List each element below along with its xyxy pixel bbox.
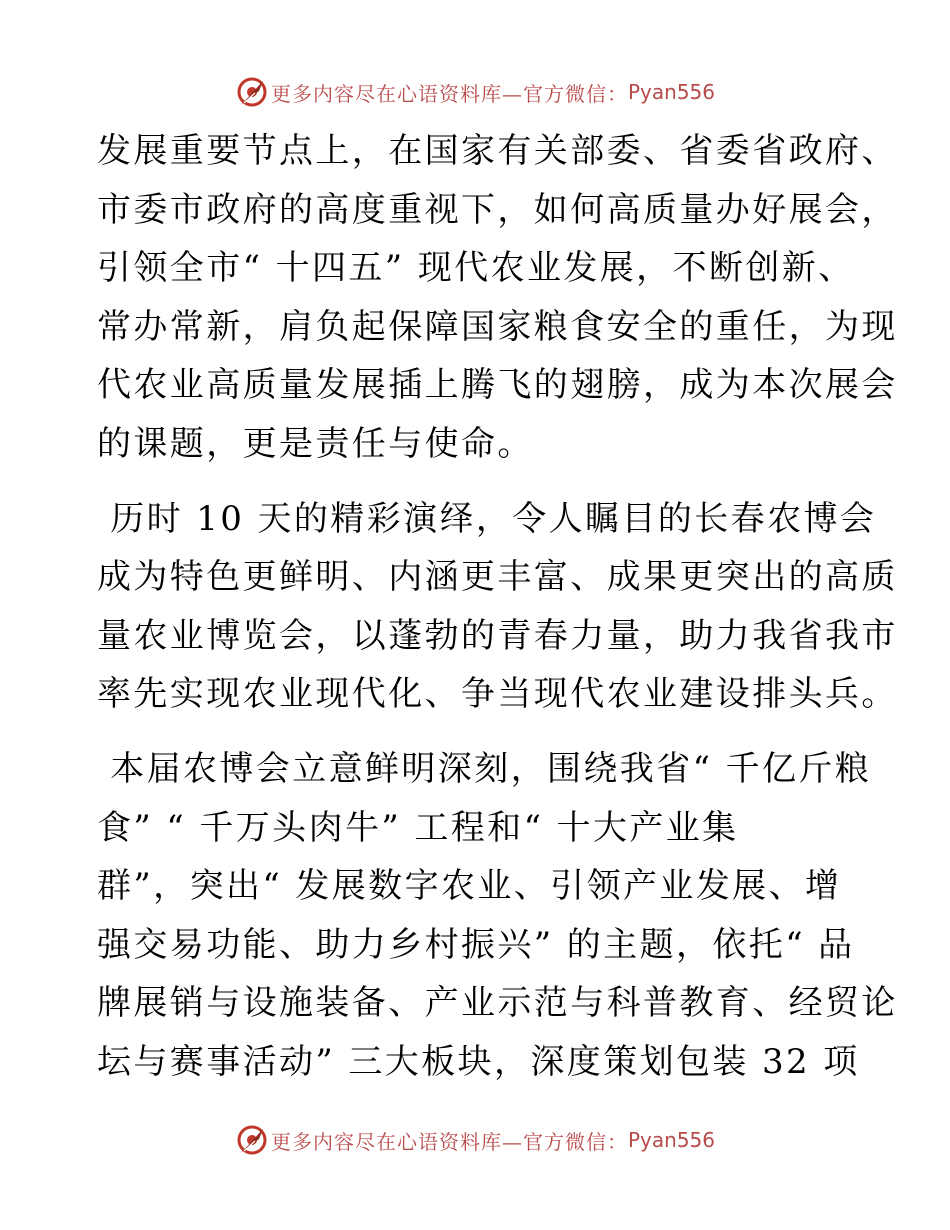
- paragraph: [97, 740, 898, 1092]
- footer-watermark-banner: [0, 1120, 950, 1160]
- red-quill-emblem-icon: [235, 1123, 269, 1157]
- paragraph: [97, 122, 898, 474]
- text-line: 本届农博会立意鲜明深刻，围绕我省“ 千亿斤粮: [97, 748, 872, 789]
- paragraph: [97, 490, 898, 724]
- text-line: 群”，突出“ 发展数字农业、引领产业发展、增: [97, 866, 842, 907]
- document-body: [97, 122, 898, 1092]
- text-line: 成为特色更鲜明、内涵更丰富、成果更突出的高质: [97, 557, 898, 598]
- text-line: 市委市政府的高度重视下，如何高质量办好展会，: [97, 189, 898, 230]
- red-quill-emblem-icon: [235, 75, 269, 109]
- text-line: 量农业博览会，以蓬勃的青春力量，助力我省我市: [97, 615, 898, 656]
- header-watermark-banner: [0, 72, 950, 112]
- watermark-text: 更多内容尽在心语资料库—官方微信：: [270, 81, 628, 106]
- watermark-text: 更多内容尽在心语资料库—官方微信：: [270, 1129, 628, 1154]
- text-line: 牌展销与设施装备、产业示范与科普教育、经贸论: [97, 983, 898, 1024]
- text-line: 率先实现农业现代化、争当现代农业建设排头兵。: [97, 674, 898, 715]
- text-line: 坛与赛事活动” 三大板块，深度策划包装 32 项: [97, 1041, 860, 1082]
- text-line: 强交易功能、助力乡村振兴” 的主题，依托“ 品: [97, 924, 855, 965]
- wechat-id: Pyan556: [627, 80, 715, 104]
- text-line: 代农业高质量发展插上腾飞的翅膀，成为本次展会: [97, 365, 898, 406]
- wechat-id: Pyan556: [627, 1128, 715, 1152]
- text-line: 的课题，更是责任与使命。: [97, 423, 534, 464]
- text-line: 引领全市“ 十四五” 现代农业发展，不断创新、: [97, 248, 855, 289]
- text-line: 历时 10 天的精彩演绎，令人瞩目的长春农博会: [97, 498, 877, 539]
- text-line: 发展重要节点上，在国家有关部委、省委省政府、: [97, 131, 898, 171]
- text-line: 常办常新，肩负起保障国家粮食安全的重任，为现: [97, 306, 898, 347]
- text-line: 食” “ 千万头肉牛” 工程和“ 十大产业集: [97, 807, 739, 848]
